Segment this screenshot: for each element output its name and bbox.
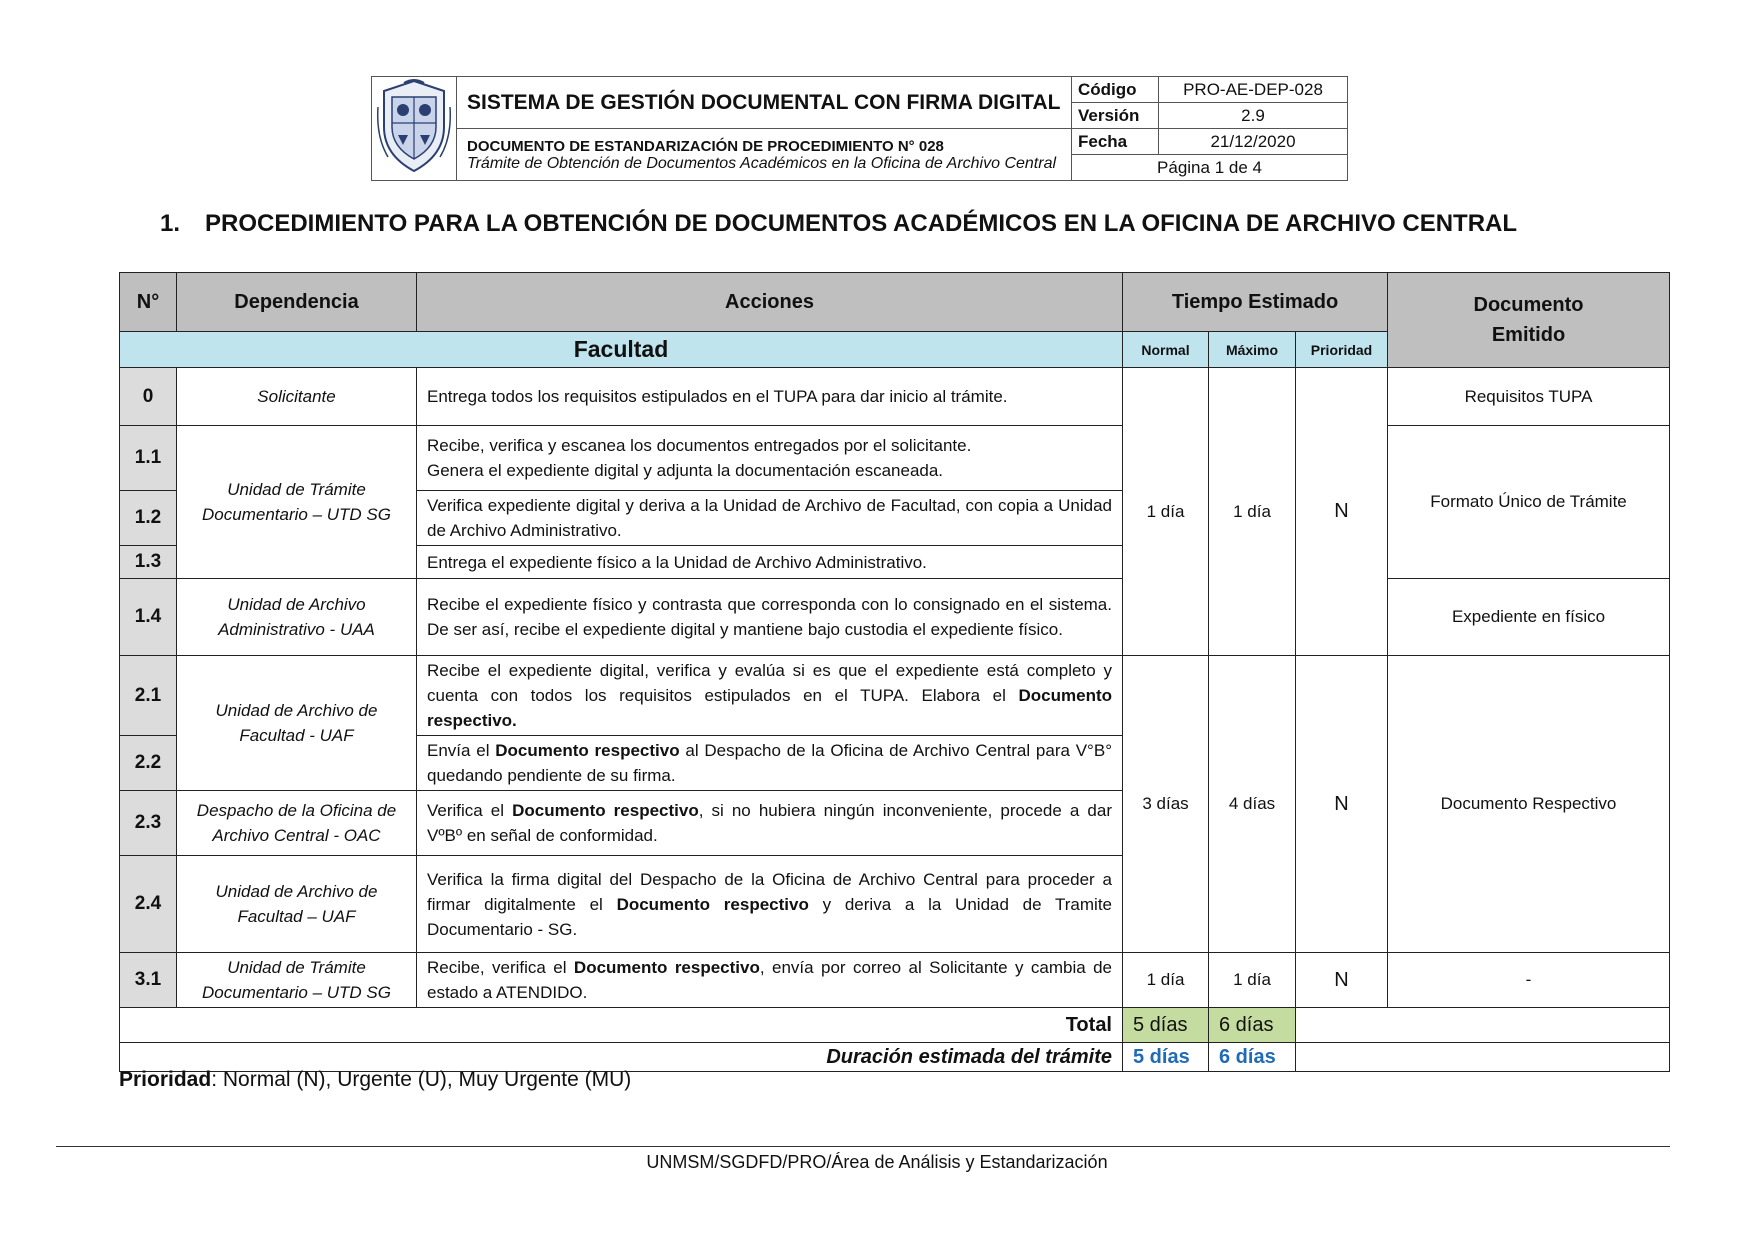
codigo-label: Código xyxy=(1072,77,1159,103)
section-title: PROCEDIMIENTO PARA LA OBTENCIÓN DE DOCUMENTOS ACADÉMICOS EN LA OFICINA DE ARCHIVO CENTRAL xyxy=(205,210,1518,237)
row-num: 1.4 xyxy=(120,579,177,656)
tiempo-prioridad: N xyxy=(1296,656,1388,953)
doc-subtitle: Trámite de Obtención de Documentos Académicos en la Oficina de Archivo Central xyxy=(457,155,1072,181)
fecha-value: 21/12/2020 xyxy=(1159,129,1348,155)
accion-bold: Documento respectivo xyxy=(512,801,699,820)
table-row xyxy=(120,953,1670,1008)
row-num: 1.1 xyxy=(120,426,177,491)
tiempo-normal: 1 día xyxy=(1123,953,1209,1008)
accion-bold: Documento respectivo xyxy=(616,894,809,914)
row-dependencia: Unidad de Trámite Documentario – UTD SG xyxy=(177,426,417,579)
documento-emitido: Formato Único de Trámite xyxy=(1388,426,1670,579)
row-num: 0 xyxy=(120,368,177,426)
duracion-empty xyxy=(1296,1043,1670,1072)
doc-title: DOCUMENTO DE ESTANDARIZACIÓN DE PROCEDIMIENTO N° 028 xyxy=(457,129,1072,155)
accion-text: Recibe el expediente digital, verifica y evalúa si es que el expediente está completo y cuenta con todos los requisitos estipulados en el TUPA. Elabora el xyxy=(427,661,1112,705)
table-row xyxy=(120,579,1670,656)
duracion-normal: 5 días xyxy=(1123,1043,1209,1072)
row-dependencia: Unidad de Trámite Documentario – UTD SG xyxy=(177,953,417,1008)
accion-bold: Documento respectivo. xyxy=(427,686,1112,730)
version-value: 2.9 xyxy=(1159,103,1348,129)
row-accion: Entrega el expediente físico a la Unidad de Archivo Administrativo. xyxy=(417,546,1123,579)
system-title: SISTEMA DE GESTIÓN DOCUMENTAL CON FIRMA DIGITAL xyxy=(457,77,1072,129)
table-row xyxy=(120,426,1670,491)
accion-text: al Despacho de la Oficina de Archivo Central para V°B° quedando pendiente de su firma. xyxy=(427,741,1112,785)
header-documento-emitido: Documento Emitido xyxy=(1388,273,1670,368)
accion-text: Envía el xyxy=(427,741,496,760)
row-accion: Recibe el expediente físico y contrasta que corresponda con lo consignado en el sistema. De ser así, recibe el expediente digital y mantiene bajo custodia el expediente físico. xyxy=(417,579,1123,656)
row-dependencia: Despacho de la Oficina de Archivo Central - OAC xyxy=(177,791,417,856)
procedure-table xyxy=(119,272,1670,1072)
row-dependencia: Solicitante xyxy=(177,368,417,426)
header-normal: Normal xyxy=(1123,332,1209,368)
documento-emitido: Documento Respectivo xyxy=(1388,656,1670,953)
tiempo-maximo: 1 día xyxy=(1209,368,1296,656)
documento-emitido: Requisitos TUPA xyxy=(1388,368,1670,426)
prioridad-label: Prioridad xyxy=(119,1068,212,1091)
row-accion: Entrega todos los requisitos estipulados en el TUPA para dar inicio al trámite. xyxy=(417,368,1123,426)
page-indicator: Página 1 de 4 xyxy=(1072,155,1348,181)
row-accion xyxy=(417,656,1123,736)
accion-text: Verifica el xyxy=(427,801,513,820)
row-accion xyxy=(417,856,1123,953)
fecha-label: Fecha xyxy=(1072,129,1159,155)
total-maximo: 6 días xyxy=(1209,1008,1296,1043)
table-row xyxy=(120,656,1670,736)
tiempo-prioridad: N xyxy=(1296,368,1388,656)
row-num: 2.4 xyxy=(120,856,177,953)
tiempo-normal: 3 días xyxy=(1123,656,1209,953)
tiempo-maximo: 4 días xyxy=(1209,656,1296,953)
duracion-label: Duración estimada del trámite xyxy=(120,1043,1123,1072)
total-normal: 5 días xyxy=(1123,1008,1209,1043)
header-dependencia: Dependencia xyxy=(177,273,417,332)
accion-text: Verifica la firma digital del Despacho de la Oficina de Archivo Central para proceder a firmar digitalmente el xyxy=(427,869,1112,914)
row-dependencia: Unidad de Archivo de Facultad - UAF xyxy=(177,656,417,791)
prioridad-text: : Normal (N), Urgente (U), Muy Urgente (MU) xyxy=(211,1068,632,1091)
row-num: 3.1 xyxy=(120,953,177,1008)
version-label: Versión xyxy=(1072,103,1159,129)
crest-icon xyxy=(374,77,454,175)
row-dependencia: Unidad de Archivo de Facultad – UAF xyxy=(177,856,417,953)
row-accion-line: Recibe, verifica y escanea los documentos entregados por el solicitante. xyxy=(427,436,972,455)
tiempo-prioridad: N xyxy=(1296,953,1388,1008)
accion-text: , si no hubiera ningún inconveniente, procede a dar VºBº en señal de conformidad. xyxy=(427,801,1112,845)
tiempo-maximo: 1 día xyxy=(1209,953,1296,1008)
section-heading xyxy=(160,210,1517,238)
accion-bold: Documento respectivo xyxy=(495,741,680,760)
row-num: 1.3 xyxy=(120,546,177,579)
documento-emitido: - xyxy=(1388,953,1670,1008)
row-dependencia: Unidad de Archivo Administrativo - UAA xyxy=(177,579,417,656)
row-accion xyxy=(417,791,1123,856)
total-label: Total xyxy=(120,1008,1123,1043)
document-header xyxy=(371,76,1348,181)
header-maximo: Máximo xyxy=(1209,332,1296,368)
accion-text: y deriva a la Unidad de Tramite Documentario - SG. xyxy=(427,894,1112,939)
row-num: 1.2 xyxy=(120,491,177,546)
header-acciones: Acciones xyxy=(417,273,1123,332)
row-accion xyxy=(417,736,1123,791)
university-crest-logo xyxy=(372,77,457,181)
page-footer: UNMSM/SGDFD/PRO/Área de Análisis y Estandarización xyxy=(646,1152,1108,1172)
row-accion xyxy=(417,426,1123,491)
row-accion: Verifica expediente digital y deriva a la Unidad de Archivo de Facultad, con copia a Unidad de Archivo Administrativo. xyxy=(417,491,1123,546)
prioridad-note xyxy=(119,1068,631,1092)
total-row xyxy=(120,1008,1670,1043)
header-num: N° xyxy=(120,273,177,332)
row-accion-line: Genera el expediente digital y adjunta la documentación escaneada. xyxy=(427,461,944,480)
duracion-maximo: 6 días xyxy=(1209,1043,1296,1072)
accion-bold: Documento respectivo xyxy=(573,958,760,977)
row-accion xyxy=(417,953,1123,1008)
group-facultad: Facultad xyxy=(120,332,1123,368)
accion-text: Recibe, verifica el xyxy=(427,958,574,977)
codigo-value: PRO-AE-DEP-028 xyxy=(1159,77,1348,103)
row-num: 2.3 xyxy=(120,791,177,856)
section-number: 1. xyxy=(160,210,181,237)
row-num: 2.1 xyxy=(120,656,177,736)
tiempo-normal: 1 día xyxy=(1123,368,1209,656)
documento-emitido: Expediente en físico xyxy=(1388,579,1670,656)
header-tiempo-estimado: Tiempo Estimado xyxy=(1123,273,1388,332)
footer-divider xyxy=(56,1146,1670,1147)
table-row xyxy=(120,368,1670,426)
header-prioridad: Prioridad xyxy=(1296,332,1388,368)
accion-text: , envía por correo al Solicitante y cambia de estado a ATENDIDO. xyxy=(427,958,1113,1002)
row-num: 2.2 xyxy=(120,736,177,791)
total-empty xyxy=(1296,1008,1670,1043)
